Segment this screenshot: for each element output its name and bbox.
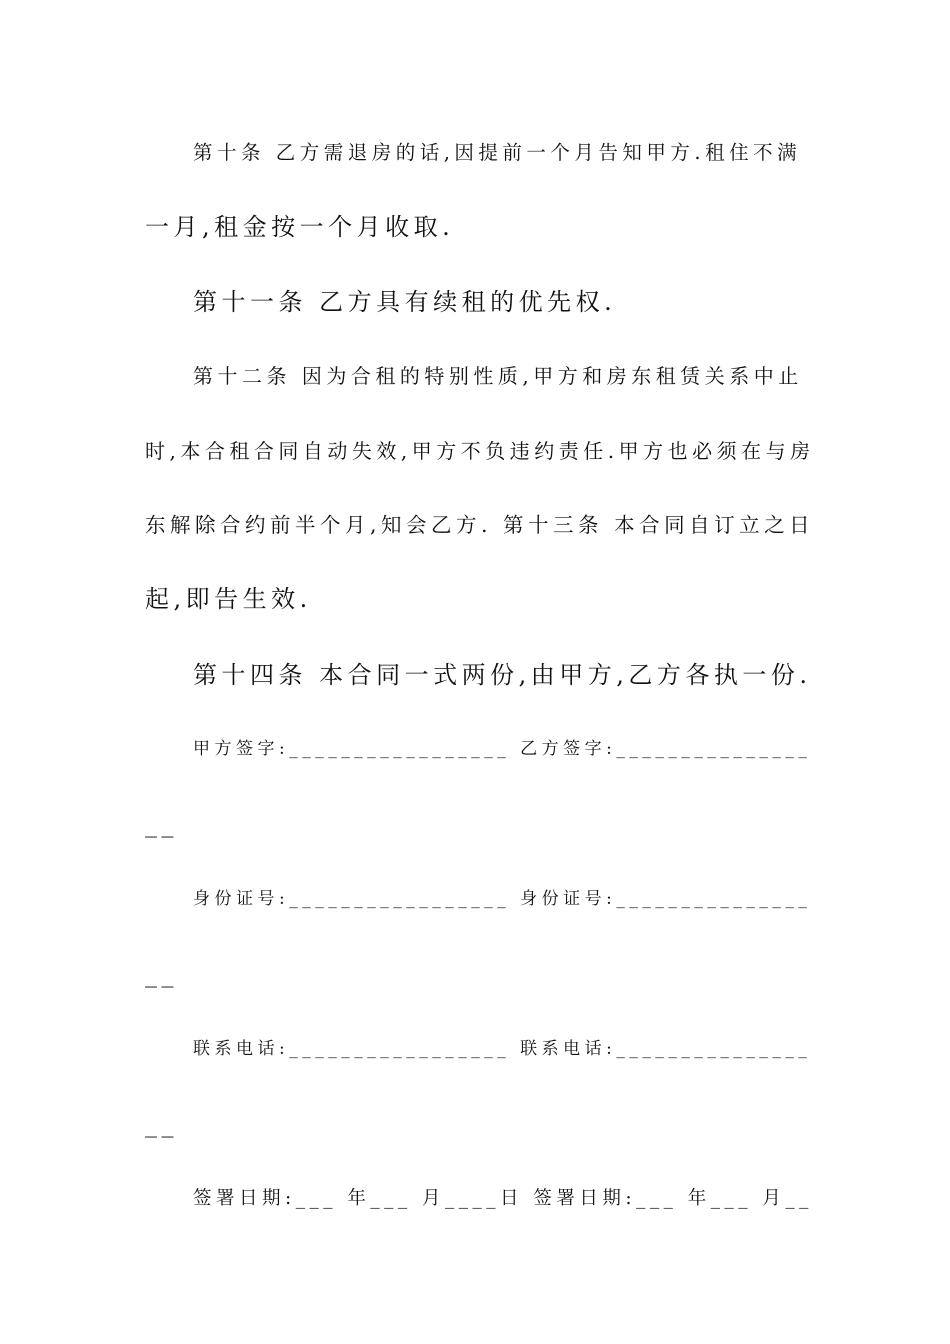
phone-line-overflow: __ bbox=[145, 1110, 178, 1138]
clause-10-line-2: 一月,租金按一个月收取. bbox=[145, 213, 455, 241]
signature-line: 甲方签字:_________________ 乙方签字:_______________ bbox=[193, 739, 812, 759]
clause-12-line-3: 东解除合约前半个月,知会乙方. 第十三条 本合同自订立之日 bbox=[145, 513, 815, 537]
clause-14: 第十四条 本合同一式两份,由甲方,乙方各执一份. bbox=[193, 661, 812, 689]
id-number-line-overflow: __ bbox=[145, 960, 178, 988]
id-number-line: 身份证号:_________________ 身份证号:_______________ bbox=[193, 889, 812, 909]
clause-11: 第十一条 乙方具有续租的优先权. bbox=[193, 288, 617, 316]
signing-date-line: 签署日期:___ 年___ 月____日 签署日期:___ 年___ 月__ bbox=[193, 1188, 813, 1209]
clause-12-line-2: 时,本合租合同自动失效,甲方不负违约责任.甲方也必须在与房 bbox=[145, 439, 815, 463]
signature-line-overflow: __ bbox=[145, 810, 178, 838]
phone-line: 联系电话:_________________ 联系电话:_______________ bbox=[193, 1039, 812, 1059]
clause-13-line-2: 起,即告生效. bbox=[145, 585, 312, 613]
clause-12-line-1: 第十二条 因为合租的特别性质,甲方和房东租赁关系中止 bbox=[193, 364, 803, 388]
clause-10-line-1: 第十条 乙方需退房的话,因提前一个月告知甲方.租住不满 bbox=[193, 141, 802, 164]
